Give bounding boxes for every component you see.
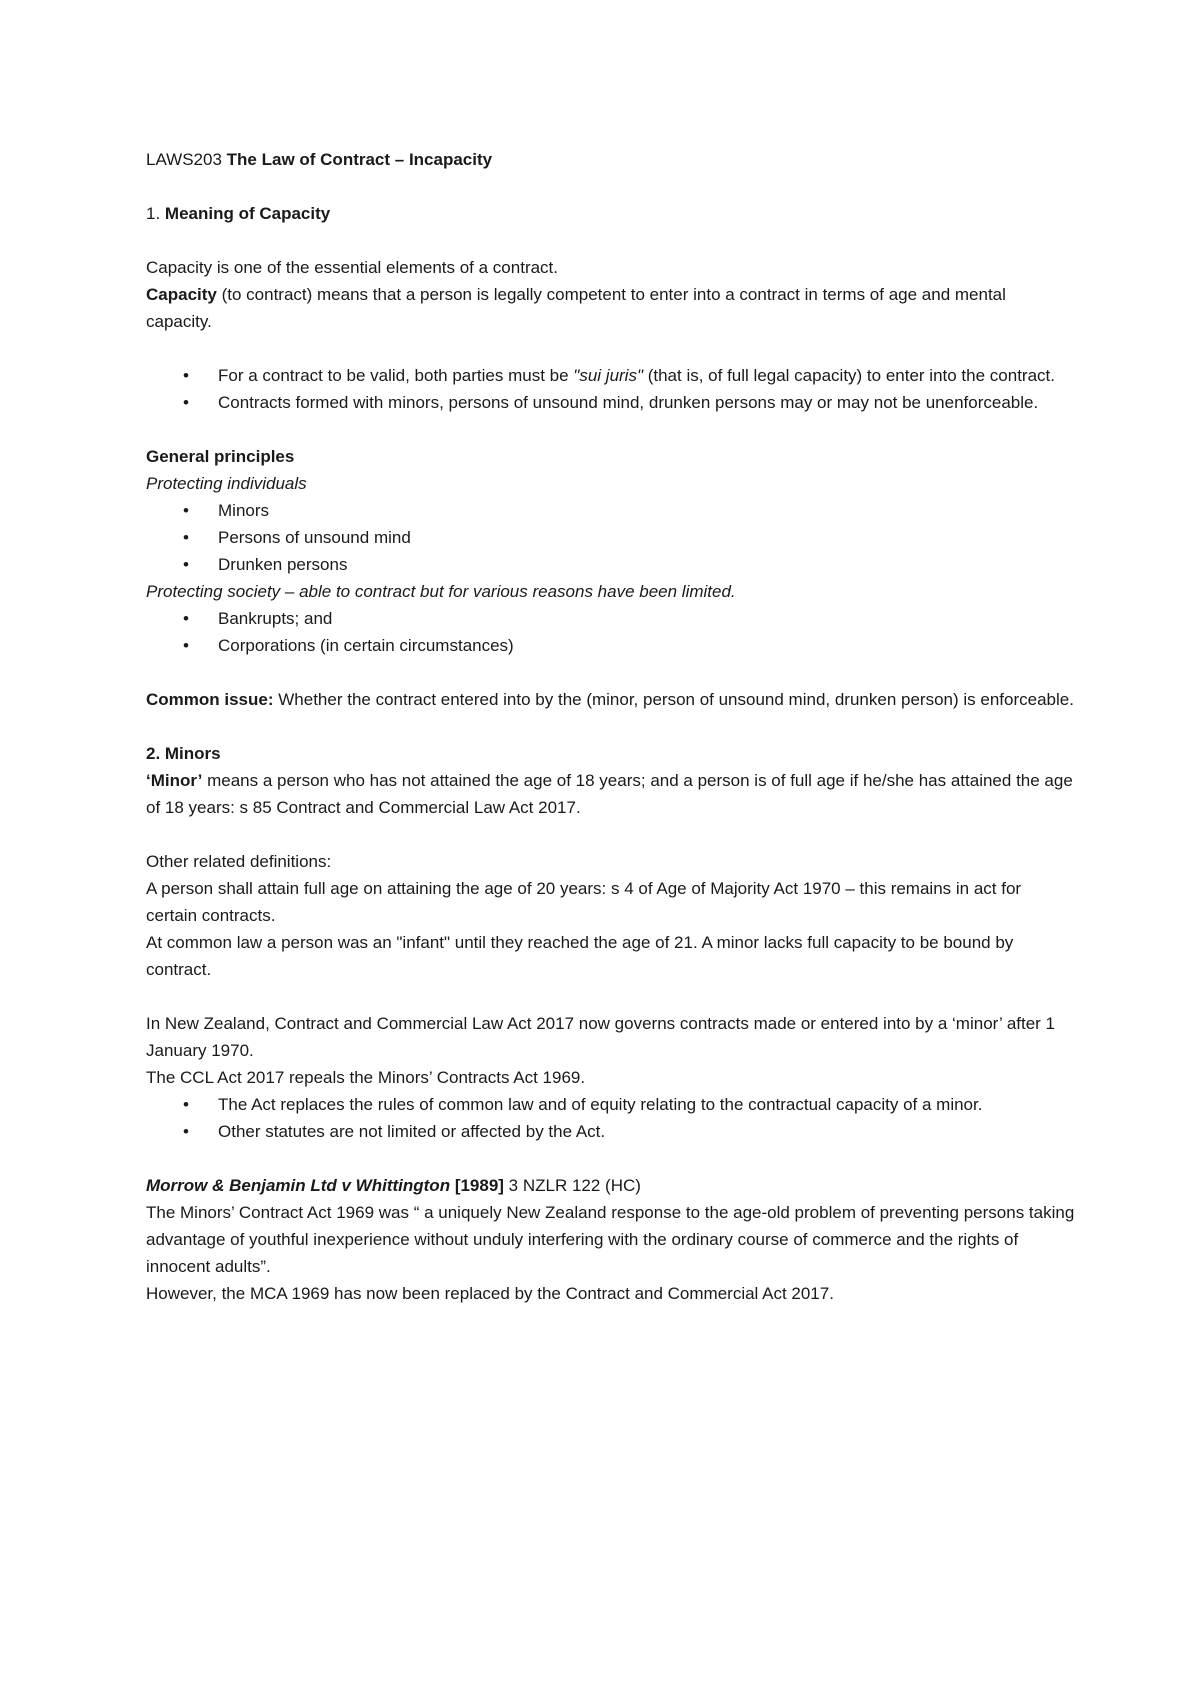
protecting-society-subheading: Protecting society – able to contract but for various reasons have been limited. [146, 582, 736, 601]
capacity-bullets [146, 362, 1076, 416]
section-1-heading: 1. Meaning of Capacity [146, 204, 331, 223]
list-item: • Other statutes are not limited or affected by the Act. [146, 1118, 1076, 1145]
capacity-intro: Capacity is one of the essential elements of a contract. [146, 258, 559, 277]
other-definitions-heading: Other related definitions: [146, 852, 332, 871]
society-list [146, 605, 1076, 659]
minor-definition: ‘Minor’ means a person who has not attained the age of 18 years; and a person is of full age if he/she has attained the age of 18 years: s 85 Contract and Commercial Law Act 2017. [146, 771, 1073, 817]
course-code: LAWS203 [146, 150, 222, 169]
list-item: • Bankrupts; and [146, 605, 1076, 632]
ccl-repeal-paragraph: The CCL Act 2017 repeals the Minors’ Contracts Act 1969. [146, 1068, 586, 1087]
case-name: Morrow & Benjamin Ltd v Whittington [146, 1176, 451, 1195]
full-age-paragraph: A person shall attain full age on attaining the age of 20 years: s 4 of Age of Majority Act 1970 – this remains in act for certain contracts. [146, 879, 1022, 925]
nz-paragraph: In New Zealand, Contract and Commercial Law Act 2017 now governs contracts made or entered into by a ‘minor’ after 1 January 1970. [146, 1014, 1056, 1060]
act-bullets [146, 1091, 1076, 1145]
list-item: • Minors [146, 497, 1076, 524]
list-item: • Persons of unsound mind [146, 524, 1076, 551]
protecting-individuals-subheading: Protecting individuals [146, 474, 307, 493]
common-law-paragraph: At common law a person was an "infant" until they reached the age of 21. A minor lacks full capacity to be bound by contract. [146, 933, 1014, 979]
common-issue: Common issue: Whether the contract entered into by the (minor, person of unsound mind, drunken person) is enforceable. [146, 690, 1074, 709]
document-title [146, 146, 1076, 173]
case-conclusion: However, the MCA 1969 has now been replaced by the Contract and Commercial Act 2017. [146, 1284, 834, 1303]
title-text: The Law of Contract – Incapacity [226, 150, 493, 169]
list-item: • Drunken persons [146, 551, 1076, 578]
individuals-list [146, 497, 1076, 578]
section-2-heading: 2. Minors [146, 744, 221, 763]
case-citation: Morrow & Benjamin Ltd v Whittington [1989] 3 NZLR 122 (HC) [146, 1176, 641, 1195]
list-item: • The Act replaces the rules of common law and of equity relating to the contractual capacity of a minor. [146, 1091, 1076, 1118]
list-item: • For a contract to be valid, both parties must be "sui juris" (that is, of full legal capacity) to enter into the contract. [146, 362, 1076, 389]
list-item: • Contracts formed with minors, persons of unsound mind, drunken persons may or may not be unenforceable. [146, 389, 1076, 416]
general-principles-heading: General principles [146, 447, 295, 466]
case-quote: The Minors’ Contract Act 1969 was “ a uniquely New Zealand response to the age-old problem of preventing persons taking advantage of youthful inexperience without unduly interfering with the ordinary course of commerce and the rights of innocent adults”. [146, 1203, 1075, 1276]
document-content [146, 146, 1076, 1307]
capacity-definition: Capacity (to contract) means that a person is legally competent to enter into a contract in terms of age and mental capacity. [146, 285, 1006, 331]
list-item: • Corporations (in certain circumstances) [146, 632, 1076, 659]
